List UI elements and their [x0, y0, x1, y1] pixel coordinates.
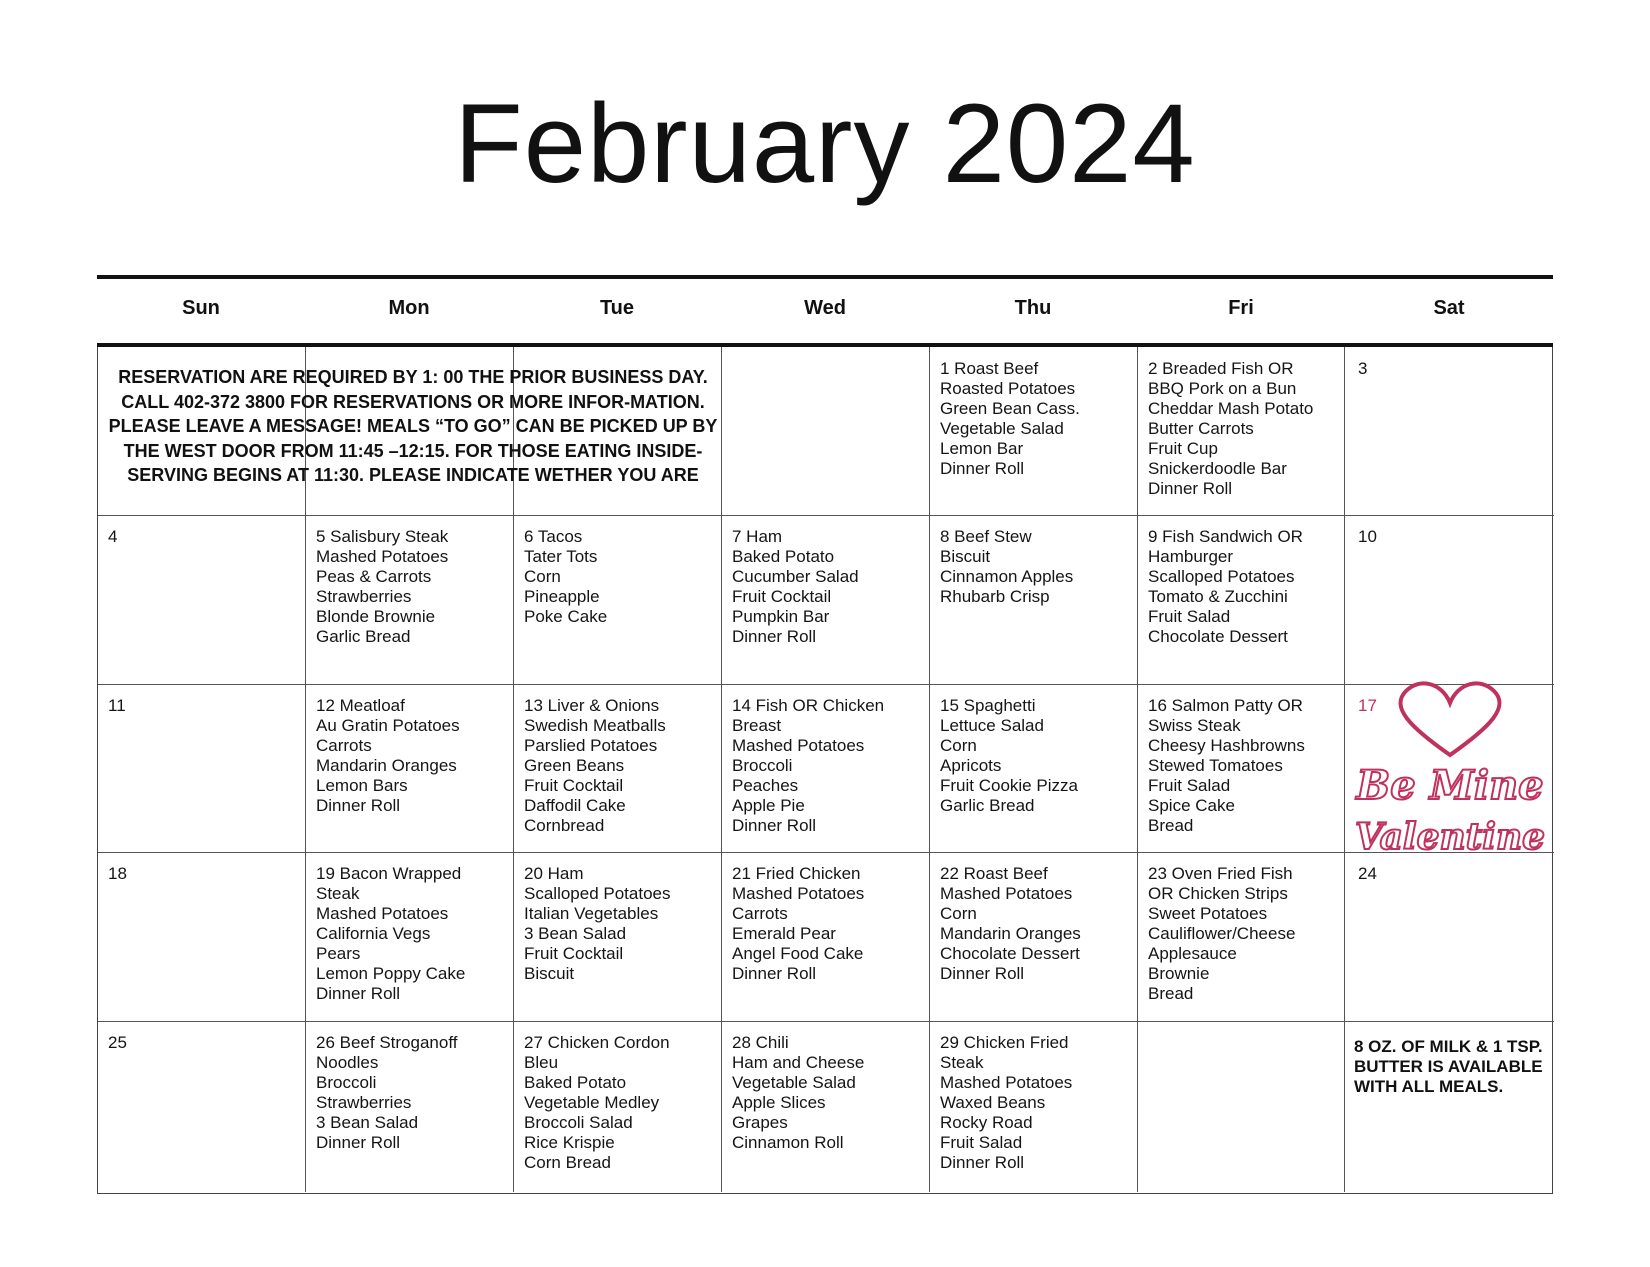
- day-cell: [316, 527, 516, 647]
- menu-item: Lemon Poppy Cake: [316, 964, 466, 983]
- menu-item: Applesauce: [1148, 944, 1237, 963]
- day-number-line: 24: [1358, 864, 1377, 883]
- menu-item: Brownie: [1148, 964, 1210, 983]
- day-cell: [316, 1033, 516, 1153]
- menu-item: Au Gratin Potatoes: [316, 716, 460, 735]
- day-cell: [108, 864, 308, 884]
- day-cell: [1358, 527, 1558, 547]
- menu-item: Dinner Roll: [316, 1133, 401, 1152]
- menu-item: Strawberries: [316, 587, 412, 606]
- menu-item: Parslied Potatoes: [524, 736, 658, 755]
- day-number-line: 26 Beef Stroganoff: [316, 1033, 458, 1052]
- weekday-sun: Sun: [182, 297, 220, 319]
- day-number-line: 21 Fried Chicken: [732, 864, 861, 883]
- day-cell: [732, 864, 932, 984]
- menu-item: Ham and Cheese: [732, 1053, 865, 1072]
- calendar-grid: [97, 347, 1553, 1194]
- heart-icon: [1400, 683, 1499, 755]
- menu-item: Waxed Beans: [940, 1093, 1046, 1112]
- day-number-line: 10: [1358, 527, 1377, 546]
- day-number-line: 27 Chicken Cordon: [524, 1033, 670, 1052]
- menu-item: Peas & Carrots: [316, 567, 432, 586]
- day-number-line: 20 Ham: [524, 864, 584, 883]
- menu-item: 3 Bean Salad: [524, 924, 627, 943]
- day-cell: [524, 527, 724, 627]
- menu-item: Butter Carrots: [1148, 419, 1254, 438]
- day-cell: [940, 359, 1140, 479]
- menu-item: Cornbread: [524, 816, 605, 835]
- day-number-line: 9 Fish Sandwich OR: [1148, 527, 1303, 546]
- menu-item: Steak: [940, 1053, 984, 1072]
- day-number-line: 1 Roast Beef: [940, 359, 1039, 378]
- menu-item: Corn Bread: [524, 1153, 611, 1172]
- day-number-line: 22 Roast Beef: [940, 864, 1048, 883]
- weekday-mon: Mon: [388, 297, 430, 319]
- menu-item: Emerald Pear: [732, 924, 836, 943]
- menu-item: Fruit Cookie Pizza: [940, 776, 1078, 795]
- menu-item: Spice Cake: [1148, 796, 1235, 815]
- menu-item: Corn: [524, 567, 561, 586]
- menu-item: Angel Food Cake: [732, 944, 864, 963]
- day-cell: [940, 1033, 1140, 1173]
- menu-item: Chocolate Dessert: [940, 944, 1080, 963]
- day-number-line: 15 Spaghetti: [940, 696, 1036, 715]
- menu-item: Bleu: [524, 1053, 559, 1072]
- menu-item: Grapes: [732, 1113, 788, 1132]
- be-mine-valentine-graphic: [1350, 677, 1550, 869]
- day-cell: [1358, 359, 1558, 379]
- menu-item: Rice Krispie: [524, 1133, 615, 1152]
- grid-line: [98, 1021, 1554, 1022]
- menu-item: Peaches: [732, 776, 799, 795]
- menu-item: Cheesy Hashbrowns: [1148, 736, 1305, 755]
- menu-item: Cauliflower/Cheese: [1148, 924, 1296, 943]
- menu-item: Rocky Road: [940, 1113, 1033, 1132]
- menu-item: Daffodil Cake: [524, 796, 626, 815]
- menu-item: Rhubarb Crisp: [940, 587, 1050, 606]
- menu-item: Baked Potato: [732, 547, 835, 566]
- day-cell: [108, 1033, 308, 1053]
- menu-item: Green Beans: [524, 756, 625, 775]
- menu-item: Vegetable Medley: [524, 1093, 660, 1112]
- menu-item: Vegetable Salad: [732, 1073, 856, 1092]
- menu-item: Cinnamon Apples: [940, 567, 1074, 586]
- menu-item: Apple Pie: [732, 796, 805, 815]
- menu-item: Dinner Roll: [940, 964, 1025, 983]
- menu-item: Lemon Bars: [316, 776, 408, 795]
- day-cell: [1148, 527, 1348, 647]
- menu-item: Strawberries: [316, 1093, 412, 1112]
- menu-item: Cucumber Salad: [732, 567, 859, 586]
- day-number-line: 19 Bacon Wrapped: [316, 864, 462, 883]
- menu-item: Dinner Roll: [732, 816, 817, 835]
- day-number-line: 7 Ham: [732, 527, 783, 546]
- menu-item: Pineapple: [524, 587, 600, 606]
- menu-item: Mashed Potatoes: [940, 884, 1073, 903]
- menu-item: Baked Potato: [524, 1073, 627, 1092]
- weekday-fri: Fri: [1228, 297, 1254, 319]
- menu-item: Swiss Steak: [1148, 716, 1241, 735]
- menu-item: Apricots: [940, 756, 1002, 775]
- menu-item: Carrots: [732, 904, 788, 923]
- day-cell: [940, 696, 1140, 816]
- day-number-line: 6 Tacos: [524, 527, 583, 546]
- menu-item: Broccoli Salad: [524, 1113, 633, 1132]
- day-cell: [940, 527, 1140, 607]
- menu-item: Poke Cake: [524, 607, 608, 626]
- calendar: [97, 275, 1553, 1194]
- day-number-line: 25: [108, 1033, 127, 1052]
- weekday-tue: Tue: [599, 297, 635, 319]
- day-number-line: 29 Chicken Fried: [940, 1033, 1069, 1052]
- menu-item: Mandarin Oranges: [316, 756, 457, 775]
- menu-item: Lettuce Salad: [940, 716, 1044, 735]
- menu-item: Dinner Roll: [940, 459, 1025, 478]
- menu-item: Broccoli: [316, 1073, 377, 1092]
- menu-item: Swedish Meatballs: [524, 716, 666, 735]
- menu-item: Pears: [316, 944, 361, 963]
- menu-item: Scalloped Potatoes: [524, 884, 671, 903]
- menu-item: Garlic Bread: [316, 627, 411, 646]
- menu-item: Stewed Tomatoes: [1148, 756, 1283, 775]
- day-number-line: 23 Oven Fried Fish: [1148, 864, 1293, 883]
- menu-item: Apple Slices: [732, 1093, 826, 1112]
- menu-item: Pumpkin Bar: [732, 607, 830, 626]
- grid-line: [98, 684, 1554, 685]
- menu-item: Dinner Roll: [316, 984, 401, 1003]
- day-cell: [524, 864, 724, 984]
- menu-item: Mandarin Oranges: [940, 924, 1081, 943]
- day-cell: [732, 527, 932, 647]
- menu-item: Cinnamon Roll: [732, 1133, 844, 1152]
- weekday-wed: Wed: [804, 297, 846, 319]
- menu-item: Vegetable Salad: [940, 419, 1064, 438]
- menu-item: Biscuit: [524, 964, 575, 983]
- day-number-line: 16 Salmon Patty OR: [1148, 696, 1303, 715]
- grid-line: [98, 852, 1554, 853]
- menu-item: Tater Tots: [524, 547, 598, 566]
- page-title: February 2024: [454, 81, 1196, 206]
- menu-item: Mashed Potatoes: [940, 1073, 1073, 1092]
- day-number-line: 17: [1358, 696, 1377, 715]
- day-cell: [108, 527, 308, 547]
- menu-item: Blonde Brownie: [316, 607, 436, 626]
- day-number-line: 3: [1358, 359, 1368, 378]
- menu-item: BBQ Pork on a Bun: [1148, 379, 1297, 398]
- menu-item: Chocolate Dessert: [1148, 627, 1288, 646]
- menu-item: Mashed Potatoes: [316, 904, 449, 923]
- menu-item: Sweet Potatoes: [1148, 904, 1268, 923]
- day-cell: [1148, 864, 1348, 1004]
- menu-item: Fruit Cocktail: [524, 776, 624, 795]
- day-cell: [316, 864, 516, 1004]
- menu-item: Tomato & Zucchini: [1148, 587, 1288, 606]
- day-cell: [1148, 696, 1348, 836]
- menu-item: Mashed Potatoes: [732, 736, 865, 755]
- weekday-sat: Sat: [1433, 297, 1465, 319]
- menu-item: Hamburger: [1148, 547, 1234, 566]
- day-cell: [732, 1033, 932, 1153]
- weekday-thu: Thu: [1014, 297, 1052, 319]
- day-number-line: 8 Beef Stew: [940, 527, 1032, 546]
- day-cell: [316, 696, 516, 816]
- menu-item: Mashed Potatoes: [732, 884, 865, 903]
- menu-item: Garlic Bread: [940, 796, 1035, 815]
- valentine-line1: Be Mine: [1356, 762, 1544, 809]
- valentine-line2: Valentine: [1354, 816, 1546, 858]
- day-cell: [1148, 359, 1348, 499]
- day-cell: [524, 696, 724, 836]
- menu-item: Green Bean Cass.: [940, 399, 1080, 418]
- day-number-line: 14 Fish OR Chicken: [732, 696, 885, 715]
- weekday-header-row: [97, 279, 1553, 344]
- menu-item: Italian Vegetables: [524, 904, 659, 923]
- menu-item: Lemon Bar: [940, 439, 1024, 458]
- day-cell: [524, 1033, 724, 1173]
- menu-item: Fruit Cup: [1148, 439, 1218, 458]
- day-cell: [940, 864, 1140, 984]
- menu-item: Broccoli: [732, 756, 793, 775]
- day-cell: [108, 696, 308, 716]
- menu-item: Cheddar Mash Potato: [1148, 399, 1314, 418]
- day-number-line: 18: [108, 864, 127, 883]
- menu-item: Snickerdoodle Bar: [1148, 459, 1287, 478]
- day-number-line: 2 Breaded Fish OR: [1148, 359, 1294, 378]
- grid-line: [98, 515, 1554, 516]
- day-cell: [732, 696, 932, 836]
- menu-item: Dinner Roll: [1148, 479, 1233, 498]
- menu-item: Dinner Roll: [940, 1153, 1025, 1172]
- menu-item: Dinner Roll: [732, 627, 817, 646]
- reservation-notice: RESERVATION ARE REQUIRED BY 1: 00 THE PRIOR BUSINESS DAY. CALL 402-372 3800 FOR RESERVATIONS OR MORE INFOR-MATION. PLEASE LEAVE A MESSAGE! MEALS “TO GO” CAN BE PICKED UP BY THE WEST DOOR FROM 11:45 –12:15. FOR THOSE EATING INSIDE-SERVING BEGINS AT 11:30. PLEASE INDICATE WETHER YOU ARE: [108, 367, 718, 485]
- menu-item: Bread: [1148, 816, 1194, 835]
- day-number-line: 11: [108, 696, 126, 715]
- menu-item: Corn: [940, 904, 977, 923]
- menu-item: Fruit Cocktail: [732, 587, 832, 606]
- menu-item: Bread: [1148, 984, 1194, 1003]
- menu-item: Scalloped Potatoes: [1148, 567, 1295, 586]
- day-number-line: 5 Salisbury Steak: [316, 527, 449, 546]
- menu-item: Roasted Potatoes: [940, 379, 1076, 398]
- menu-item: 3 Bean Salad: [316, 1113, 419, 1132]
- day-number-line: 28 Chili: [732, 1033, 789, 1052]
- menu-item: Mashed Potatoes: [316, 547, 449, 566]
- menu-item: Dinner Roll: [316, 796, 401, 815]
- menu-item: Dinner Roll: [732, 964, 817, 983]
- menu-item: Fruit Salad: [1148, 607, 1231, 626]
- menu-item: Corn: [940, 736, 977, 755]
- menu-item: Noodles: [316, 1053, 379, 1072]
- menu-item: Fruit Salad: [940, 1133, 1023, 1152]
- menu-item: Breast: [732, 716, 782, 735]
- day-number-line: 12 Meatloaf: [316, 696, 405, 715]
- day-number-line: 13 Liver & Onions: [524, 696, 660, 715]
- menu-item: Fruit Cocktail: [524, 944, 624, 963]
- day-number-line: 4: [108, 527, 118, 546]
- menu-item: California Vegs: [316, 924, 431, 943]
- milk-butter-note: 8 OZ. OF MILK & 1 TSP. BUTTER IS AVAILABLE WITH ALL MEALS.: [1354, 1037, 1543, 1096]
- menu-item: Steak: [316, 884, 360, 903]
- menu-item: Biscuit: [940, 547, 991, 566]
- menu-item: Fruit Salad: [1148, 776, 1231, 795]
- menu-item: OR Chicken Strips: [1148, 884, 1288, 903]
- menu-item: Carrots: [316, 736, 372, 755]
